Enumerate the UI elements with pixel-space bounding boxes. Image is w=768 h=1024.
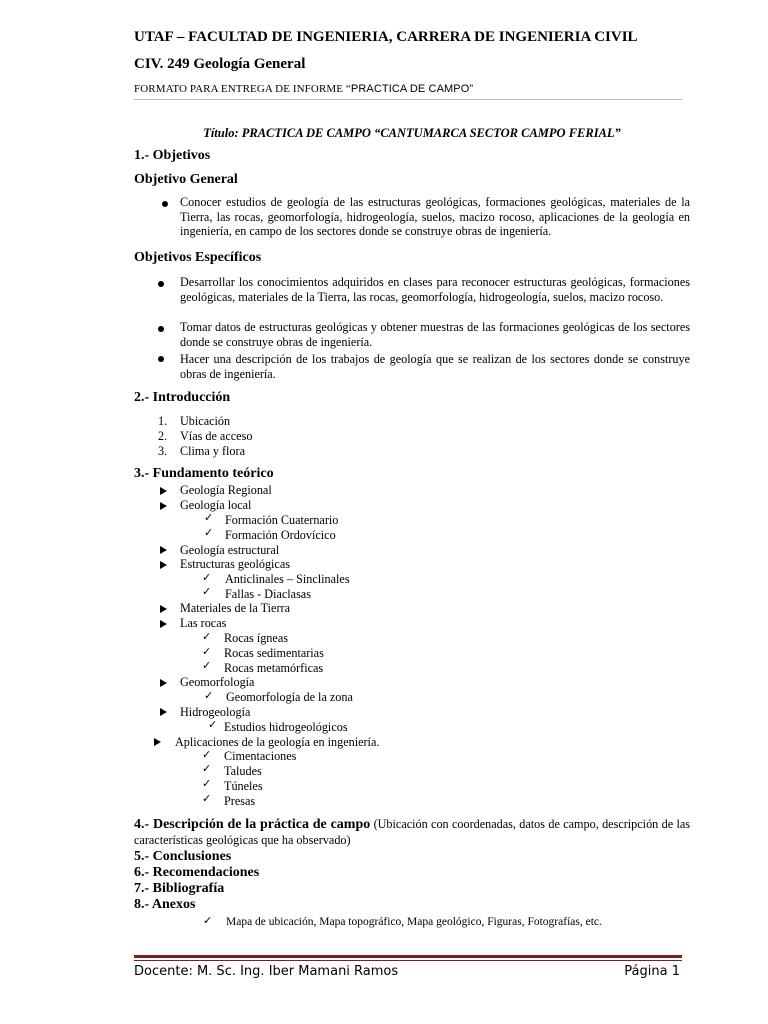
section-8-heading: 8.- Anexos	[134, 897, 196, 912]
arrow-bullet-icon	[160, 487, 167, 495]
section-4-heading: 4.- Descripción de la práctica de campo	[134, 817, 371, 832]
topic-item: Estructuras geológicas	[180, 557, 290, 571]
bullet-icon	[158, 356, 164, 362]
intro-item: Vías de acceso	[180, 429, 253, 443]
checkmark-icon: ✓	[208, 718, 218, 731]
topic-item: Hidrogeología	[180, 705, 251, 719]
checkmark-icon: ✓	[202, 748, 212, 761]
section-4-note: (Ubicación con coordenadas, datos de campo, descripción de las características geológicas que ha observado)	[134, 817, 690, 847]
arrow-bullet-icon	[160, 708, 167, 716]
report-title-text: PRACTICA DE CAMPO “CANTUMARCA SECTOR CAMPO FERIAL”	[241, 126, 621, 140]
header-institution: UTAF – FACULTAD DE INGENIERIA, CARRERA DE INGENIERIA CIVIL	[134, 29, 638, 45]
topic-item: Las rocas	[180, 616, 227, 630]
header-format-prefix: FORMATO PARA ENTREGA DE INFORME “	[134, 83, 351, 95]
subtopic-item: Rocas metamórficas	[224, 661, 324, 675]
subtopic-item: Rocas ígneas	[224, 631, 288, 645]
section-6-heading: 6.- Recomendaciones	[134, 865, 260, 880]
checkmark-icon: ✓	[202, 777, 212, 790]
checkmark-icon: ✓	[204, 689, 214, 702]
subtopic-item: Rocas sedimentarias	[224, 646, 324, 660]
footer-divider-thin	[134, 960, 682, 961]
specific-objective-3: Hacer una descripción de los trabajos de geología que se realizan de los sectores donde se construye obras de ingeniería.	[180, 352, 690, 381]
subtopic-item: Presas	[224, 794, 256, 808]
specific-objectives-heading: Objetivos Específicos	[134, 250, 262, 265]
subtopic-item: Fallas - Diaclasas	[225, 587, 311, 601]
list-number: 1.	[158, 414, 168, 428]
topic-item: Geología Regional	[180, 483, 272, 497]
specific-objective-1: Desarrollar los conocimientos adquiridos en clases para reconocer estructuras geológicas, formaciones geológicas, materiales de la Tierra, las rocas, geomorfología, hidrogeología, suelos, macizo rocoso.	[180, 275, 690, 304]
arrow-bullet-icon	[160, 620, 167, 628]
list-number: 3.	[158, 444, 168, 458]
annex-item: Mapa de ubicación, Mapa topográfico, Mapa geológico, Figuras, Fotografías, etc.	[226, 916, 602, 928]
arrow-bullet-icon	[160, 679, 167, 687]
header-divider	[134, 99, 682, 100]
checkmark-icon: ✓	[204, 526, 214, 539]
checkmark-icon: ✓	[203, 914, 213, 927]
subtopic-item: Formación Ordovícico	[225, 528, 336, 542]
general-objective-text: Conocer estudios de geología de las estructuras geológicas, formaciones geológicas, materiales de la Tierra, las rocas, geomorfología, hidrogeología, suelos, macizo rocoso, aplicaciones de la geología en ingeniería, en campo de los sectores donde se construye obras de ingeniería.	[180, 195, 690, 239]
subtopic-item: Cimentaciones	[224, 749, 297, 763]
topic-item: Geología local	[180, 498, 252, 512]
arrow-bullet-icon	[160, 605, 167, 613]
checkmark-icon: ✓	[202, 762, 212, 775]
footer-divider-thick	[134, 955, 682, 958]
section-2-heading: 2.- Introducción	[134, 390, 231, 405]
section-5-heading: 5.- Conclusiones	[134, 849, 232, 864]
intro-item: Clima y flora	[180, 444, 245, 458]
topic-item: Geomorfología	[180, 675, 255, 689]
topic-item: Materiales de la Tierra	[180, 601, 290, 615]
general-objective-heading: Objetivo General	[134, 172, 238, 187]
section-3-heading: 3.- Fundamento teórico	[134, 466, 274, 481]
subtopic-item: Túneles	[224, 779, 263, 793]
subtopic-item: Taludes	[224, 764, 262, 778]
report-title	[134, 126, 690, 141]
header-format	[134, 83, 473, 95]
header-course: CIV. 249 Geología General	[134, 56, 306, 72]
bullet-icon	[158, 281, 164, 287]
intro-item: Ubicación	[180, 414, 231, 428]
subtopic-item: Anticlinales – Sinclinales	[225, 572, 350, 586]
arrow-bullet-icon	[160, 561, 167, 569]
subtopic-item: Estudios hidrogeológicos	[224, 720, 348, 734]
footer-page-number: Página 1	[624, 964, 680, 979]
bullet-icon	[162, 201, 168, 207]
footer-docente: Docente: M. Sc. Ing. Iber Mamani Ramos	[134, 964, 399, 979]
checkmark-icon: ✓	[202, 659, 212, 672]
arrow-bullet-icon	[154, 738, 161, 746]
arrow-bullet-icon	[160, 502, 167, 510]
section-7-heading: 7.- Bibliografía	[134, 881, 225, 896]
checkmark-icon: ✓	[202, 585, 212, 598]
topic-item: Aplicaciones de la geología en ingeniería.	[175, 735, 380, 749]
section-4-paragraph	[134, 817, 690, 847]
checkmark-icon: ✓	[202, 630, 212, 643]
topic-item: Geología estructural	[180, 543, 280, 557]
section-1-heading: 1.- Objetivos	[134, 148, 211, 163]
subtopic-item: Formación Cuaternario	[225, 513, 339, 527]
subtopic-item: Geomorfología de la zona	[226, 690, 353, 704]
report-title-prefix: Título:	[203, 126, 242, 140]
checkmark-icon: ✓	[204, 511, 214, 524]
checkmark-icon: ✓	[202, 792, 212, 805]
checkmark-icon: ✓	[202, 645, 212, 658]
header-format-suffix: PRACTICA DE CAMPO”	[350, 83, 474, 95]
list-number: 2.	[158, 429, 168, 443]
checkmark-icon: ✓	[202, 571, 212, 584]
specific-objective-2: Tomar datos de estructuras geológicas y obtener muestras de las formaciones geológicas de los sectores donde se construye obras de ingeniería.	[180, 320, 690, 349]
arrow-bullet-icon	[160, 546, 167, 554]
bullet-icon	[158, 326, 164, 332]
